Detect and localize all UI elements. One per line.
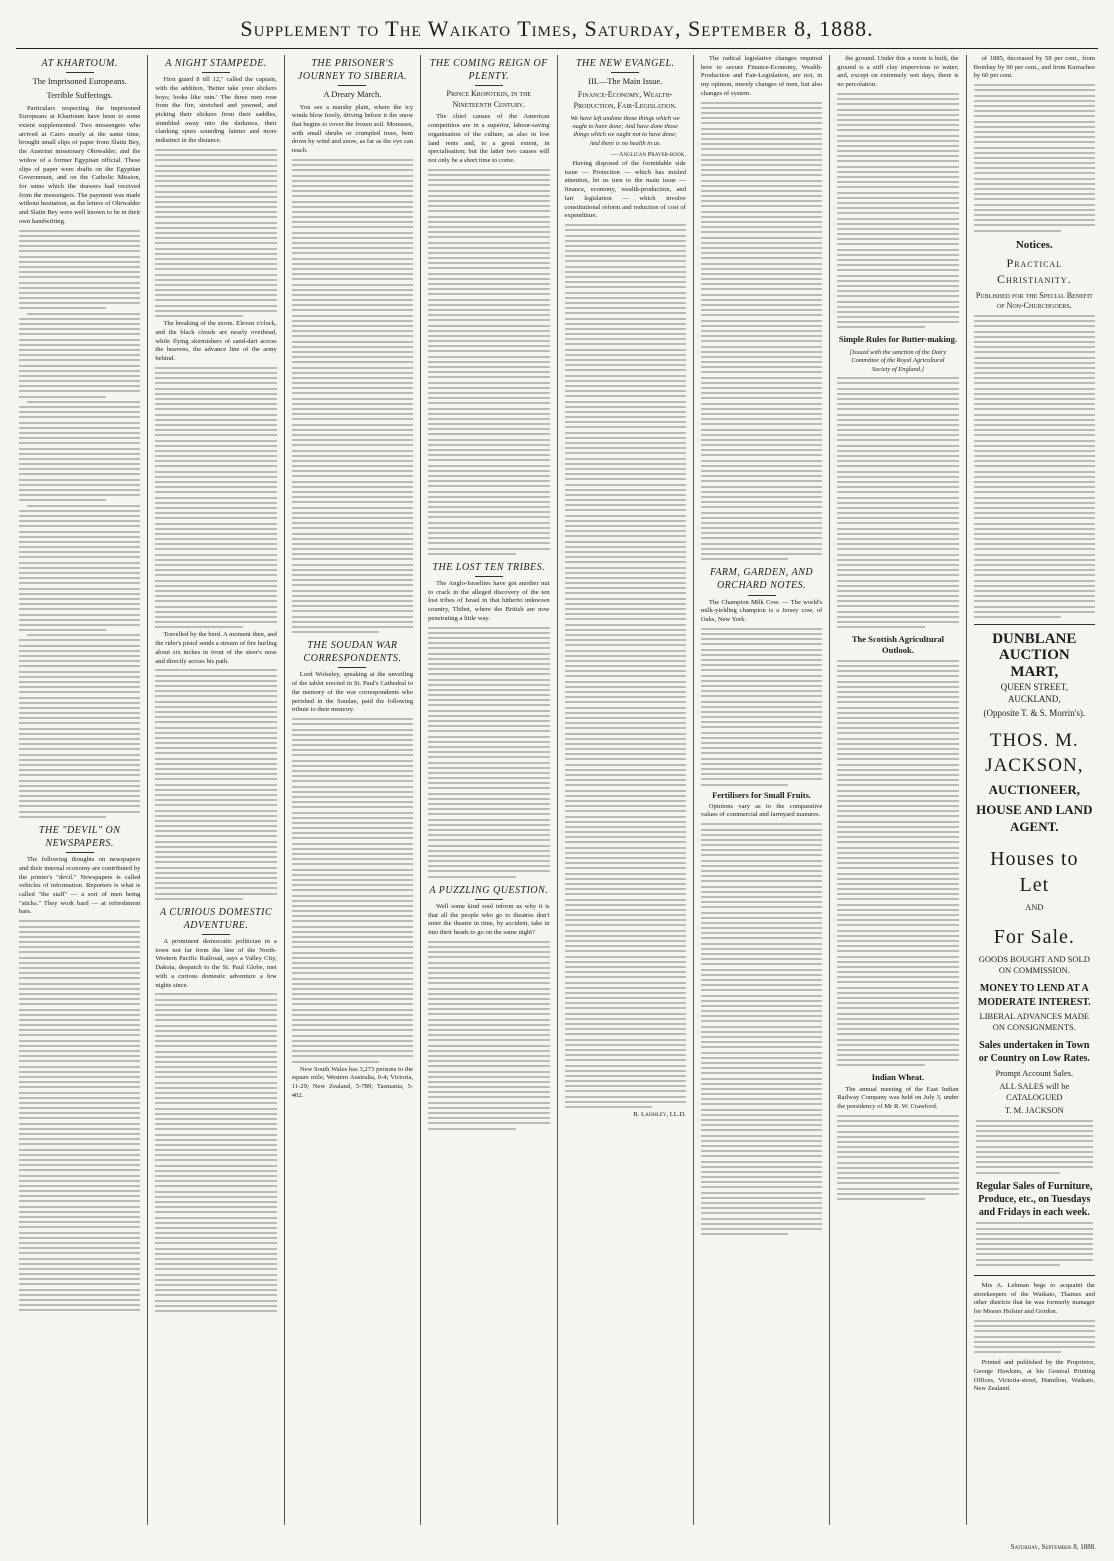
article-practical-christianity [974, 256, 1095, 618]
article-body-continued [155, 669, 276, 899]
article-body-continued [974, 84, 1095, 231]
article-title: THE COMING REIGN OF PLENTY. [429, 58, 548, 83]
ad-catalogued: ALL SALES will be CATALOGUED [999, 1080, 1070, 1103]
article-body: The Champion Milk Cow. — The world's milk-yielding champion is a Jersey cow, of Oaks, New York. [700, 598, 823, 623]
column-8 [967, 55, 1102, 1525]
article-body: Opinions vary as to the comparative values of commercial and farmyard manures. [700, 802, 823, 819]
article-title: THE LOST TEN TRIBES. [432, 561, 546, 573]
article-at-khartoum [19, 57, 140, 818]
article-puzzling-question [428, 884, 549, 1130]
article-scottish-agriculture [837, 634, 958, 1066]
ad-headline: DUNBLANE AUCTION MART, [992, 630, 1077, 680]
ad-sales-undertaken: Sales undertaken in Town or Country on Low Rates. [978, 1040, 1090, 1065]
article-body-continued [155, 367, 276, 628]
ad-body: Mrs A. Lehman begs to acquaint the storekeepers of the Waikato, Thames and other districts that he was formerly manager for Messrs Holster and Gordon. [973, 1282, 1095, 1316]
article-body-continued [19, 920, 140, 1311]
epigraph-credit: — Anglican Prayer-book. [610, 151, 686, 159]
article-body: the ground. Under this a room is built, the ground is a stiff clay impervious to water; and, except on extremely wet days, there is no percolation. [837, 55, 959, 89]
section-note: [Issued with the sanction of the Dairy Committee of the Royal Agricultural Society of England.] [849, 348, 947, 373]
section-heading: Indian Wheat. [871, 1072, 925, 1083]
article-prisoners-journey [292, 57, 413, 633]
article-subtitle-2: Terrible Sufferings. [46, 90, 113, 101]
article-title: Practical Christianity. [996, 256, 1072, 286]
notices-heading: Notices. [1015, 238, 1053, 251]
article-body-continued [155, 993, 276, 1311]
article-author: R. Laishley, LL.D. [633, 1111, 686, 1119]
article-subtitle: Published for the Special Benefit of Non-Churchgoers. [975, 290, 1093, 311]
title-rule [338, 85, 366, 86]
article-byline: Prince Kropotkin, in the Nineteenth Century. [446, 89, 532, 109]
article-body-continued [974, 315, 1095, 618]
article-body: The chief causes of the American competition are in a superior, labour-saving organisation of the culture, as also in low land rents and, to a great extent, in specialisation; but the latter two causes will not only be a short time to come. [428, 113, 550, 164]
column-2 [148, 55, 284, 1525]
column-4 [421, 55, 557, 1525]
article-title: A NIGHT STAMPEDE. [165, 58, 267, 69]
article-title: A PUZZLING QUESTION. [429, 884, 549, 896]
title-rule [338, 667, 366, 668]
article-body-continued [292, 159, 413, 633]
article-new-evangel [565, 57, 686, 1120]
article-farm-garden-orchard [701, 566, 822, 1235]
ad-signature: T. M. JACKSON [1004, 1105, 1064, 1116]
article-title: THE PRISONER'S JOURNEY TO SIBERIA. [297, 58, 407, 83]
article-new-evangel-continued [701, 55, 822, 560]
title-rule [475, 85, 503, 86]
article-body: Lord Wolseley, speaking at the unveiling of the tablet erected in St. Paul's Cathedral to the memory of the war correspondents who perished in the Soudan, paid the following tribute to their memory. [291, 671, 414, 714]
article-body-herd: Travelled by the herd. A moment then, and the rider's pistol sends a stream of fire hurling about six inches in front of the steer's nose and directly across his path. [155, 631, 277, 665]
article-subtitle: The Imprisoned Europeans. [32, 76, 127, 87]
article-body: The following thoughts on newspapers and their internal economy are contributed by the printer's "devil." Newspapers is called vehicles of information. Reporters is what is called "the staff" — a sort of men being "sticks." They work hard — at refreshment bars. [19, 856, 141, 916]
title-rule [611, 72, 639, 73]
section-heading: The Scottish Agricultural Outlook. [851, 634, 944, 656]
ad-role: AUCTIONEER, [988, 782, 1080, 798]
article-body: Having disposed of the formidable side issue — Protection — which has misled attention, let us turn to the main issue — finance, economy, wealth-production, and fair legislation — which involve constitutional reform and reduction of cost of expenditure. [564, 160, 686, 220]
article-night-stampede [155, 57, 276, 900]
article-body-continued [565, 224, 686, 1108]
ad-houses-to-let: Houses to Let [990, 847, 1079, 897]
title-rule [202, 934, 230, 935]
article-body: The radical legislative changes required here to secure Finance-Economy, Wealth-Production and Fair-Legislation, are not, in my opinion, merely changes of men, but also changes of system. [700, 55, 823, 97]
advertisement-dunblane-auction-mart [974, 624, 1095, 1276]
article-coming-reign-of-plenty [428, 57, 549, 555]
article-body-storm: The breaking of the storm. Eleven o'clock, and the black clouds are nearly overhead, while flying skirmishers of sand-dart across the heavens, the advance line of the army behind. [155, 320, 277, 362]
title-rule [475, 576, 503, 577]
column-3 [285, 55, 421, 1525]
ad-money-to-lend: MONEY TO LEND AT A MODERATE INTEREST. [977, 983, 1091, 1008]
ad-prompt-account: Prompt Account Sales. [995, 1067, 1074, 1078]
title-rule [66, 72, 94, 73]
ad-and: AND [1025, 902, 1044, 913]
article-title: FARM, GARDEN, AND ORCHARD NOTES. [710, 567, 814, 592]
article-body: The Anglo-Israelites have got another nut to crack in the alleged discovery of the ten lost tribes of Israel in that hitherto unknown country, Thibet, where the British are now penetrating a little way. [428, 579, 550, 622]
article-title: AT KHARTOUM. [41, 58, 118, 69]
ad-address-note: (Opposite T. & S. Morrin's). [983, 708, 1086, 719]
imprint: Printed and published by the Proprietor, George Hawkins, at his General Printing Offices, Victoria-street, Hamilton, Waikato, New Zealand. [973, 1359, 1095, 1393]
column-1 [12, 55, 148, 1525]
article-soudan-war-correspondents [292, 639, 413, 1100]
article-agriculture-continued [837, 55, 958, 328]
footer-date: Saturday, September 8, 1888. [1010, 1543, 1096, 1551]
column-grid [12, 55, 1102, 1525]
title-rule [475, 899, 503, 900]
title-rule [748, 595, 776, 596]
ad-proprietor: THOS. M. JACKSON, [985, 730, 1084, 777]
article-body-continued [428, 941, 549, 1130]
article-title: THE NEW EVANGEL. [575, 58, 675, 69]
article-body-continued [428, 169, 549, 555]
article-title: THE "DEVIL" ON NEWSPAPERS. [38, 824, 121, 850]
ad-body-2 [976, 1222, 1093, 1266]
ad-liberal-advances: LIBERAL ADVANCES MADE ON CONSIGNMENTS. [979, 1010, 1090, 1033]
section-heading: Simple Rules for Butter-making. [838, 334, 957, 345]
population-density-note: New South Wales has 3,273 persons to the square mile; Western Australia, 0-4; Victoria, 11-29; New Zealand, 5-789; Tasmania, 5-402. [291, 1065, 414, 1099]
article-indian-wheat-continued [974, 55, 1095, 232]
ad-for-sale: For Sale. [993, 925, 1075, 948]
article-body-continued [701, 102, 822, 561]
advertisement-lehman [974, 1282, 1095, 1353]
ad-goods: GOODS BOUGHT AND SOLD ON COMMISSION. [978, 954, 1090, 976]
article-butter-making [837, 334, 958, 628]
article-body-continued [837, 377, 958, 628]
title-rule [66, 852, 94, 853]
column-6 [694, 55, 830, 1525]
article-body: Well some kind soul inform us why it is that all the people who go to theatres don't enter the theatre in time, by accident, take in into their heads to go on the same night? [428, 902, 550, 936]
article-body-continued [292, 718, 413, 1062]
column-5 [558, 55, 694, 1525]
article-body: First guard 8 till 12," called the captain, with the addition, 'Better take your slickers boys; looks like rain.' The three men rose from the fire, stretched and yawned, and picking their slickers from their saddles, stumbled away into the darkness, their clanking spurs sounding fainter and more indistinct in the distance. [155, 76, 277, 145]
epigraph: We have left undone those things which we ought to have done; And have done those things which we ought not to have done; And there is no health in us. [570, 114, 680, 147]
article-body-continued [837, 1115, 958, 1200]
ad-role-2: HOUSE AND LAND AGENT. [976, 802, 1093, 835]
article-body-continued [19, 230, 140, 818]
article-body: A prominent democratic politician in a town not far from the line of the North-Western Pacific Railroad, says a Valley City, Dakota, despatch to the St. Paul Globe, met with a curious domestic adventure a few nights since. [155, 938, 277, 989]
column-7 [830, 55, 966, 1525]
article-body: Particulars respecting the imprisoned Europeans at Khartoum have been to some extent supplemented. Two messengers who arrived at Cairo nearly at the same time, brought small slips of paper from Slatin Bey, the Austrian missionary Ohrwalder, and the widow of a former Egyptian official. These slips of paper were drafts on the Egyptian Government, and on the Catholic Mission, for sums which the drawers had received from the messengers. The payment was made without hesitation, as the letters of Ohrwalder and Slatin Bey were well known to be in their own handwriting. [19, 104, 141, 225]
article-body-continued [701, 823, 822, 1235]
article-body-continued [837, 660, 958, 1067]
article-devil-newspapers [19, 824, 140, 1312]
article-subtitle-2: Finance-Economy, Wealth-Production, Fair-Legislation. [573, 90, 677, 110]
article-body: The annual meeting of the East Indian Railway Company was held on July 3, under the presidency of Mr R. W. Crawford. [837, 1085, 959, 1111]
ad-address: QUEEN STREET, AUCKLAND, [1000, 682, 1068, 705]
title-rule [202, 72, 230, 73]
ad-regular-sales: Regular Sales of Furniture, Produce, etc., on Tuesdays and Fridays in each week. [976, 1180, 1093, 1218]
ad-body [976, 1120, 1093, 1174]
article-body-continued [701, 628, 822, 786]
article-subtitle: III.—The Main Issue. [588, 76, 663, 87]
article-body: You see a marshy plain, where the icy winds blow freely, driving before it the snow that begins to cover the frozen soil. Morasses, with small shrubs or crumpled trees, bent down by wind and snow, as far as the eye can reach. [291, 103, 414, 155]
ad-body-continued [974, 1320, 1095, 1353]
article-body-continued [428, 627, 549, 878]
article-curious-domestic-adventure [155, 906, 276, 1312]
masthead: Supplement to The Waikato Times, Saturday, September 8, 1888. [16, 10, 1098, 49]
article-subtitle: A Dreary March. [323, 89, 382, 100]
section-heading: Fertilisers for Small Fruits. [712, 789, 812, 800]
article-title: A CURIOUS DOMESTIC ADVENTURE. [159, 906, 273, 931]
article-title: THE SOUDAN WAR CORRESPONDENTS. [303, 640, 402, 665]
article-indian-wheat [837, 1072, 958, 1200]
article-lost-ten-tribes [428, 561, 549, 878]
article-body: of 1885, decreased by 58 per cent., from Bombay by 90 per cent., and from Kurrachee by 60 per cent. [973, 55, 1095, 80]
article-body-continued [837, 93, 958, 328]
article-body-continued [155, 149, 276, 317]
